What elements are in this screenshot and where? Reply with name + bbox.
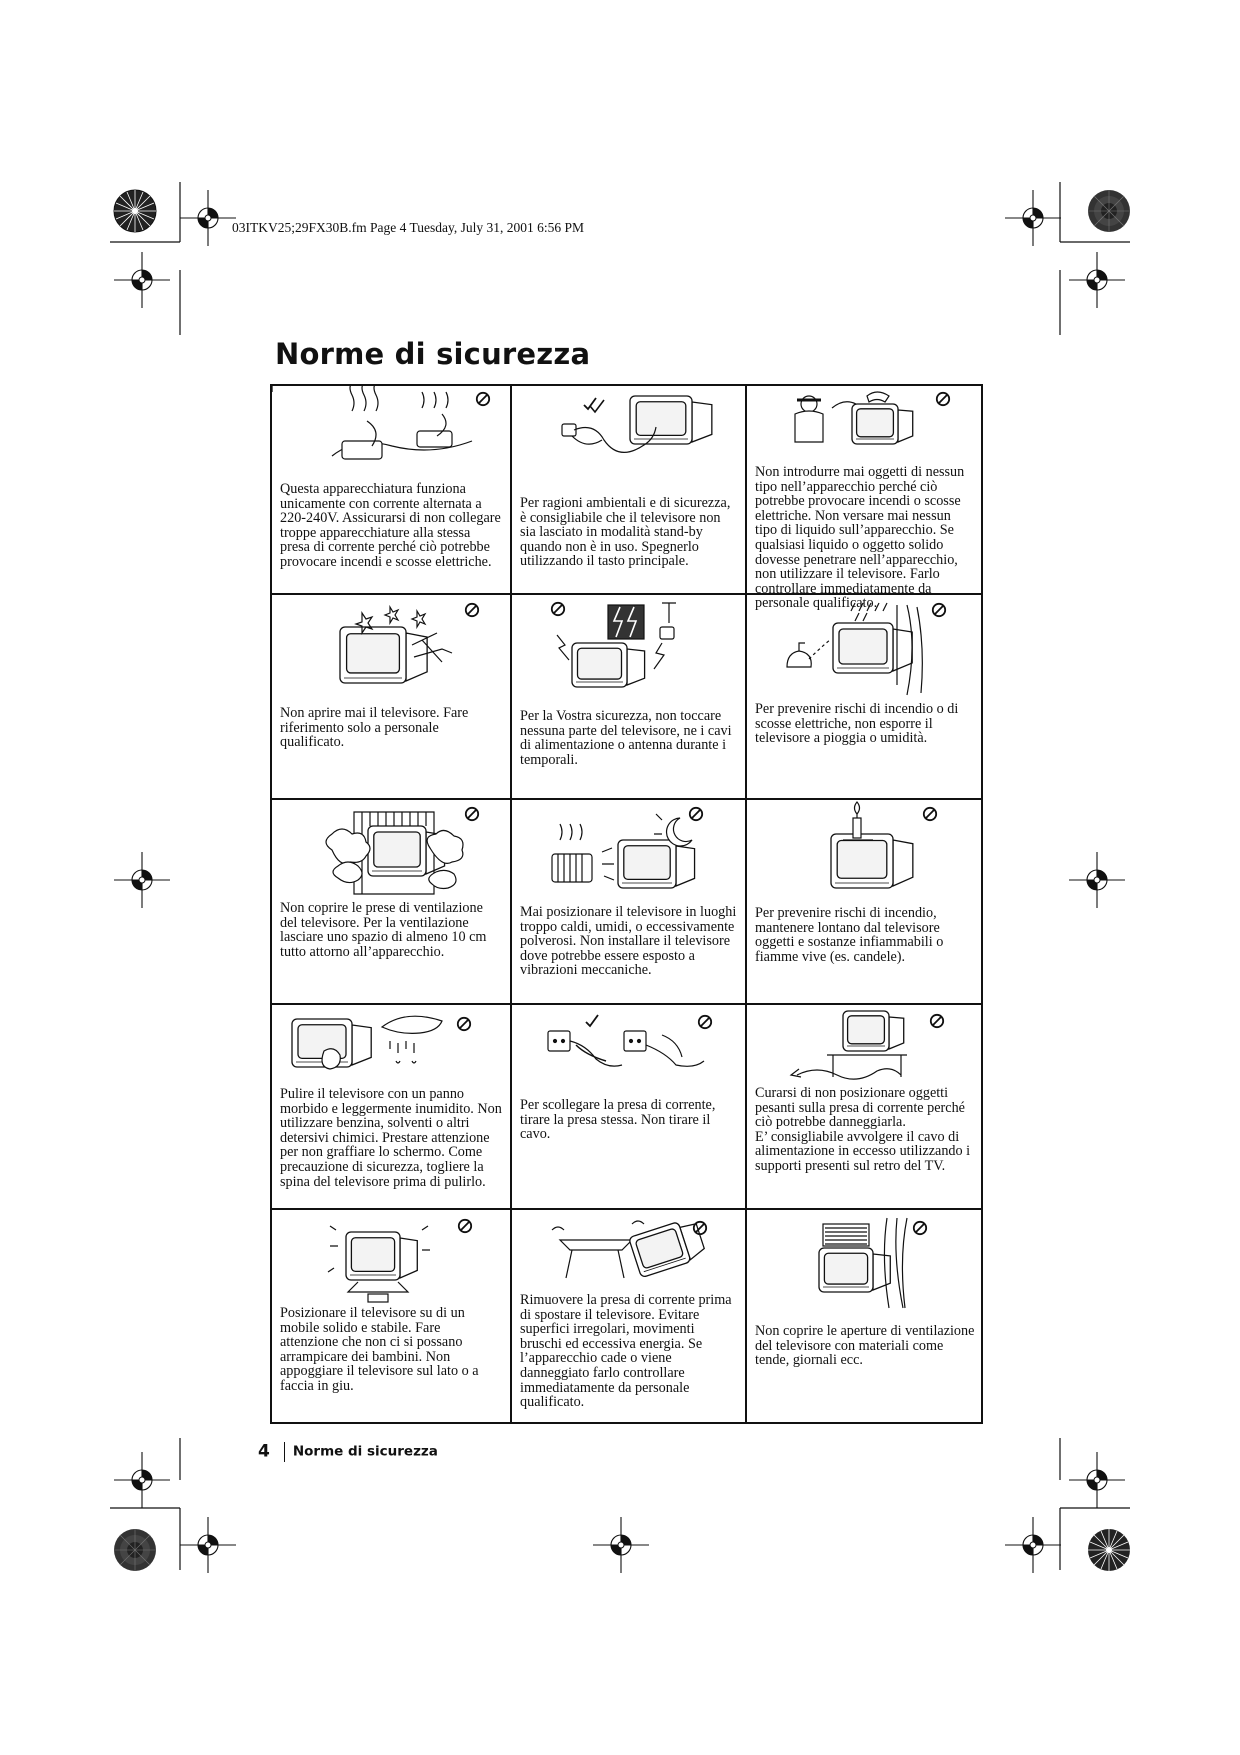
- safety-rule-cell: [272, 1005, 512, 1210]
- registration-mark-icon: [591, 1515, 651, 1575]
- registration-mark-icon: [1067, 1450, 1127, 1510]
- safety-rule-text: Non coprire le aperture di ventilazione del televisore con materiali come tende, giornali ecc.: [755, 1323, 975, 1369]
- prohibited-icon: [456, 1016, 472, 1032]
- footer-divider: [284, 1442, 285, 1462]
- page-number: 4: [258, 1441, 270, 1462]
- registration-mark-icon: [178, 188, 238, 248]
- safety-rule-text: Per prevenire rischi di incendio o di scosse elettriche, non esporre il televisore a pioggia o umidità.: [755, 701, 959, 747]
- safety-illustration: [747, 595, 983, 798]
- prohibited-icon: [929, 1013, 945, 1029]
- safety-rules-grid: [270, 384, 983, 1424]
- prohibited-icon: [688, 806, 704, 822]
- registration-mark-icon: [112, 850, 172, 910]
- safety-rule-cell: [747, 386, 983, 612]
- safety-illustration: [747, 1210, 983, 1424]
- safety-rule-text: Per scollegare la presa di corrente, tirare la presa stessa. Non tirare il cavo.: [520, 1097, 716, 1143]
- safety-rule-text: Mai posizionare il televisore in luoghi troppo caldi, umidi, o eccessivamente polverosi. Non installare il televisore dove potrebbe essere esposto a vibrazioni meccaniche.: [520, 904, 737, 979]
- safety-rule-cell: [272, 800, 512, 1005]
- page-title: Norme di sicurezza: [275, 337, 591, 371]
- prohibited-icon: [697, 1014, 713, 1030]
- safety-rule-text: Questa apparecchiatura funziona unicamente con corrente alternata a 220-240V. Assicurarsi di non collegare troppe apparecchiature alla stessa presa di corrente perché ciò potrebbe provocare incendi e scosse elettriche.: [280, 481, 501, 570]
- registration-mark-icon: [112, 250, 172, 310]
- safety-rule-cell: [272, 386, 512, 595]
- prohibited-icon: [935, 391, 951, 407]
- safety-rule-text: Non introdurre mai oggetti di nessun tipo nell’apparecchio perché ciò potrebbe provocare incendi o scosse elettriche. Non versare mai nessun tipo di liquido sull’apparecchio. Se qualsiasi liquido o oggetto solido dovesse penetrare nell’apparecchio, non utilizzare il televisore. Farlo controllare immediatamente da personale qualificato.: [755, 464, 965, 612]
- safety-rule-text: Per ragioni ambientali e di sicurezza, è consigliabile che il televisore non sia lasciato in modalità stand-by quando non è in uso. Spegnerlo utilizzando il tasto principale.: [520, 495, 731, 570]
- safety-rule-text: Non coprire le prese di ventilazione del televisore. Per la ventilazione lasciare uno spazio di almeno 10 cm tutto attorno all’apparecchio.: [280, 900, 487, 960]
- footer-section-title: Norme di sicurezza: [292, 1443, 438, 1460]
- prohibited-icon: [550, 601, 566, 617]
- prohibited-icon: [464, 602, 480, 618]
- safety-rule-text: Non aprire mai il televisore. Fare riferimento solo a personale qualificato.: [280, 705, 469, 751]
- registration-mark-icon: [1003, 1515, 1063, 1575]
- safety-rule-cell: [512, 386, 747, 595]
- prohibited-icon: [475, 391, 491, 407]
- safety-rule-text: Curarsi di non posizionare oggetti pesanti sulla presa di corrente perché ciò potrebbe danneggiarla. E’ consigliabile avvolgere il cavo di alimentazione in eccesso utilizzando i supporti presenti sul retro del TV.: [755, 1085, 971, 1174]
- file-slug: 03ITKV25;29FX30B.fm Page 4 Tuesday, July 31, 2001 6:56 PM: [232, 220, 585, 235]
- safety-rule-cell: [747, 595, 983, 800]
- safety-rule-text: Rimuovere la presa di corrente prima di spostare il televisore. Evitare superfici irregolari, movimenti bruschi ed eccessiva energia. Se l’apparecchio cade o viene danneggiato farlo controllare immediatamente da personale qualificato.: [520, 1292, 732, 1411]
- registration-mark-icon: [1003, 188, 1063, 248]
- checkmark-icon: [584, 1013, 600, 1029]
- registration-mark-icon: [112, 1450, 172, 1510]
- safety-rule-cell: [512, 1210, 747, 1424]
- safety-rule-text: Posizionare il televisore su di un mobile solido e stabile. Fare attenzione che non ci si possano arrampicare dei bambini. Non appoggiare il televisore sul lato o a faccia in giu.: [280, 1305, 479, 1394]
- safety-rule-text: Pulire il televisore con un panno morbido e leggermente inumidito. Non utilizzare benzina, solventi o altri detersivi chimici. Prestare attenzione per non graffiare lo schermo. Come precauzione di sicurezza, togliere la spina del televisore prima di pulirlo.: [280, 1086, 502, 1190]
- registration-mark-icon: [1067, 250, 1127, 310]
- safety-rule-text: Per prevenire rischi di incendio, mantenere lontano dal televisore oggetti e sostanze infiammabili o fiamme vive (es. candele).: [755, 905, 944, 965]
- safety-illustration: [747, 800, 983, 1003]
- prohibited-icon: [692, 1220, 708, 1236]
- safety-rule-cell: [747, 1210, 983, 1424]
- prohibited-icon: [912, 1220, 928, 1236]
- safety-illustration: [272, 595, 510, 798]
- page-footer: [258, 1441, 438, 1462]
- registration-mark-icon: [178, 1515, 238, 1575]
- prohibited-icon: [931, 602, 947, 618]
- star-target-icon: [113, 1528, 157, 1572]
- checkmark-icon: [582, 396, 598, 412]
- safety-rule-cell: [272, 595, 512, 800]
- prohibited-icon: [922, 806, 938, 822]
- safety-rule-cell: [747, 800, 983, 1005]
- prohibited-icon: [457, 1218, 473, 1234]
- safety-rule-cell: [272, 1210, 512, 1424]
- safety-rule-cell: [747, 1005, 983, 1210]
- star-target-icon: [1087, 189, 1131, 233]
- star-target-icon: [1087, 1528, 1131, 1572]
- prohibited-icon: [464, 806, 480, 822]
- star-target-icon: [113, 189, 157, 233]
- safety-rule-cell: [512, 800, 747, 1005]
- safety-rule-cell: [512, 1005, 747, 1210]
- safety-rule-cell: [512, 595, 747, 800]
- registration-mark-icon: [1067, 850, 1127, 910]
- safety-rule-text: Per la Vostra sicurezza, non toccare nessuna parte del televisore, ne i cavi di alimentazione o antenna durante i temporali.: [520, 708, 732, 768]
